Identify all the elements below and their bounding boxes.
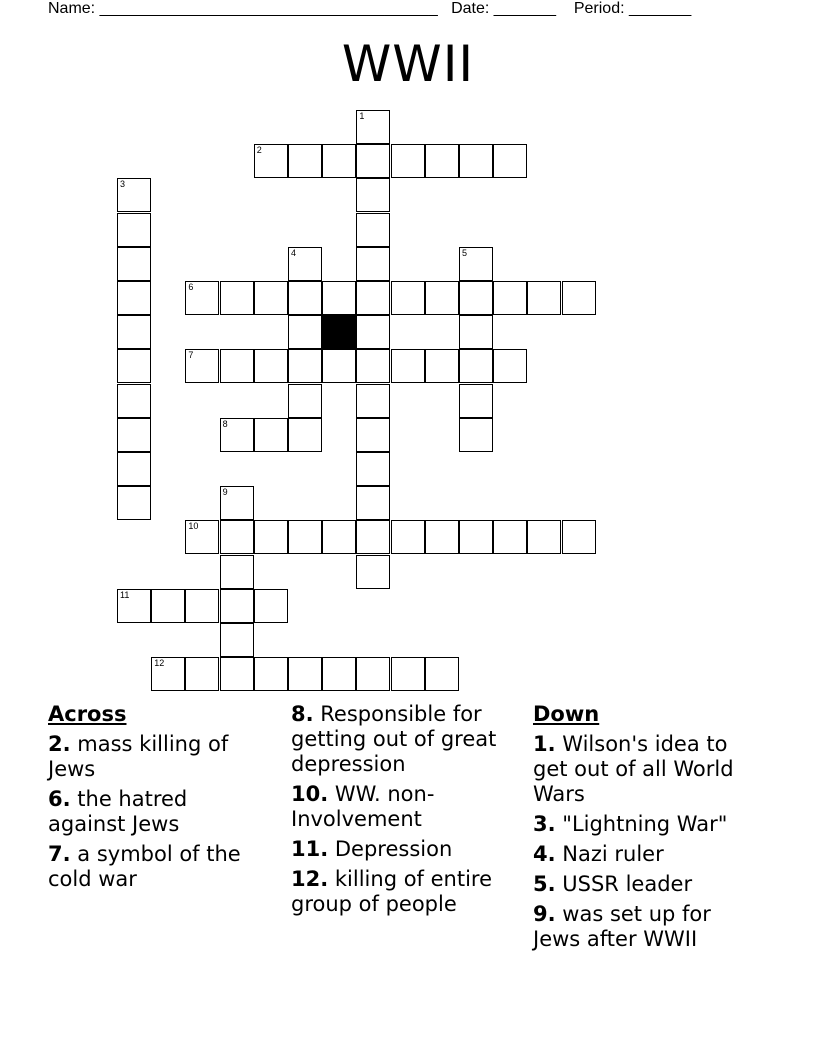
cell-number: 7 — [188, 350, 194, 361]
grid-cell[interactable] — [493, 281, 527, 315]
clue-text: "Lightning War" — [562, 812, 728, 836]
clue-across-11 — [291, 837, 526, 862]
grid-cell[interactable] — [391, 281, 425, 315]
grid-cell[interactable] — [220, 281, 254, 315]
grid-cell[interactable] — [220, 349, 254, 383]
grid-cell[interactable] — [220, 520, 254, 554]
grid-cell[interactable] — [459, 315, 493, 349]
cell-number: 3 — [120, 179, 126, 190]
grid-cell[interactable] — [117, 384, 151, 418]
grid-cell[interactable] — [117, 315, 151, 349]
grid-cell[interactable] — [117, 213, 151, 247]
grid-cell[interactable] — [459, 384, 493, 418]
clue-across-6 — [48, 787, 268, 837]
grid-cell[interactable] — [493, 349, 527, 383]
grid-cell[interactable] — [220, 657, 254, 691]
grid-cell[interactable] — [254, 144, 288, 178]
grid-cell[interactable] — [288, 349, 322, 383]
down-heading: Down — [533, 702, 600, 726]
grid-cell[interactable] — [254, 520, 288, 554]
grid-cell[interactable] — [220, 623, 254, 657]
clue-text: WW. non-Involvement — [291, 782, 435, 831]
grid-cell[interactable] — [185, 349, 219, 383]
grid-cell[interactable] — [288, 281, 322, 315]
cell-number: 11 — [120, 589, 130, 600]
grid-cell[interactable] — [356, 452, 390, 486]
clue-text: mass killing of Jews — [48, 732, 229, 781]
grid-cell[interactable] — [288, 384, 322, 418]
clue-text: Nazi ruler — [562, 842, 664, 866]
clue-across-10 — [291, 782, 526, 832]
grid-cell[interactable] — [254, 589, 288, 623]
clue-number: 1. — [533, 732, 556, 756]
period-blank[interactable]: _______ — [629, 0, 692, 17]
grid-cell[interactable] — [185, 281, 219, 315]
across-clues-column — [48, 702, 268, 897]
clue-down-9 — [533, 902, 763, 952]
clue-text: a symbol of the cold war — [48, 842, 241, 891]
clue-number: 11. — [291, 837, 329, 861]
clue-number: 7. — [48, 842, 71, 866]
grid-cell[interactable] — [322, 349, 356, 383]
grid-cell[interactable] — [117, 418, 151, 452]
clue-number: 5. — [533, 872, 556, 896]
grid-cell[interactable] — [288, 418, 322, 452]
grid-cell[interactable] — [459, 247, 493, 281]
grid-cell[interactable] — [356, 213, 390, 247]
grid-cell[interactable] — [391, 520, 425, 554]
cell-number: 1 — [359, 111, 365, 121]
cell-number: 9 — [222, 487, 228, 498]
cell-number: 2 — [256, 145, 262, 156]
grid-cell[interactable] — [459, 144, 493, 178]
puzzle-title: WWII — [341, 35, 475, 93]
grid-cell[interactable] — [425, 657, 459, 691]
clue-text: USSR leader — [562, 872, 693, 896]
cell-number: 10 — [188, 521, 199, 532]
grid-cell[interactable] — [288, 315, 322, 349]
grid-cell[interactable] — [356, 110, 390, 144]
grid-cell[interactable] — [254, 349, 288, 383]
grid-cell[interactable] — [356, 144, 390, 178]
grid-cell[interactable] — [322, 281, 356, 315]
grid-cell[interactable] — [322, 144, 356, 178]
cell-number: 8 — [222, 418, 228, 429]
date-label: Date: — [451, 0, 490, 17]
grid-cell[interactable] — [117, 589, 151, 623]
grid-cell[interactable] — [185, 520, 219, 554]
clue-text: was set up for Jews after WWII — [533, 902, 711, 951]
grid-cell[interactable] — [117, 486, 151, 520]
grid-cell[interactable] — [356, 178, 390, 212]
clue-text: Depression — [334, 837, 453, 861]
clue-down-1 — [533, 732, 763, 807]
clue-text: killing of entire group of people — [291, 867, 493, 916]
cell-number: 12 — [154, 658, 165, 669]
grid-cell[interactable] — [356, 315, 390, 349]
grid-cell[interactable] — [493, 144, 527, 178]
across-heading: Across — [48, 702, 127, 726]
grid-cell[interactable] — [391, 144, 425, 178]
down-clues-column — [533, 702, 763, 957]
date-blank[interactable]: _______ — [493, 0, 557, 17]
clue-across-8 — [291, 702, 526, 777]
grid-cell[interactable] — [220, 555, 254, 589]
clue-across-2 — [48, 732, 268, 782]
grid-cell[interactable] — [425, 281, 459, 315]
grid-cell[interactable] — [185, 589, 219, 623]
clue-down-3 — [533, 812, 763, 837]
period-label: Period: — [573, 0, 625, 17]
grid-cell[interactable] — [117, 281, 151, 315]
grid-cell[interactable] — [288, 657, 322, 691]
grid-cell[interactable] — [151, 589, 185, 623]
grid-cell[interactable] — [527, 281, 561, 315]
clue-down-5 — [533, 872, 763, 897]
grid-cell[interactable] — [356, 657, 390, 691]
grid-cell[interactable] — [254, 657, 288, 691]
clue-number: 4. — [533, 842, 556, 866]
grid-cell[interactable] — [322, 657, 356, 691]
grid-cell[interactable] — [425, 520, 459, 554]
grid-cell[interactable] — [151, 657, 185, 691]
grid-cell[interactable] — [562, 520, 596, 554]
grid-cell[interactable] — [288, 247, 322, 281]
clue-across-12 — [291, 867, 526, 917]
grid-cell[interactable] — [425, 144, 459, 178]
name-label: Name: — [48, 0, 96, 17]
grid-cell[interactable] — [288, 520, 322, 554]
clue-number: 6. — [48, 787, 71, 811]
grid-cell[interactable] — [117, 452, 151, 486]
clue-number: 10. — [291, 782, 329, 806]
clue-number: 2. — [48, 732, 71, 756]
name-blank[interactable]: ______________________________________ — [99, 0, 438, 17]
grid-cell[interactable] — [220, 418, 254, 452]
grid-cell[interactable] — [185, 657, 219, 691]
grid-cell[interactable] — [527, 520, 561, 554]
black-cell — [322, 315, 356, 349]
grid-cell[interactable] — [117, 178, 151, 212]
grid-cell[interactable] — [356, 247, 390, 281]
grid-cell[interactable] — [117, 349, 151, 383]
clue-number: 8. — [291, 702, 314, 726]
grid-cell[interactable] — [322, 520, 356, 554]
clue-across-7 — [48, 842, 268, 892]
grid-cell[interactable] — [493, 520, 527, 554]
grid-cell[interactable] — [391, 349, 425, 383]
grid-cell[interactable] — [459, 520, 493, 554]
clue-text: Responsible for getting out of great depression — [291, 702, 497, 776]
grid-cell[interactable] — [356, 384, 390, 418]
grid-cell[interactable] — [391, 657, 425, 691]
clue-text: Wilson's idea to get out of all World Wars — [533, 732, 734, 806]
grid-cell[interactable] — [254, 281, 288, 315]
across-clues-continued-column — [291, 702, 526, 922]
grid-cell[interactable] — [254, 418, 288, 452]
grid-cell[interactable] — [459, 281, 493, 315]
clue-down-4 — [533, 842, 763, 867]
cell-number: 6 — [188, 282, 194, 292]
cell-number: 4 — [291, 247, 297, 258]
clue-number: 3. — [533, 812, 556, 836]
grid-cell[interactable] — [562, 281, 596, 315]
clue-number: 9. — [533, 902, 556, 926]
grid-cell[interactable] — [459, 349, 493, 383]
grid-cell[interactable] — [220, 589, 254, 623]
grid-cell[interactable] — [356, 281, 390, 315]
grid-cell[interactable] — [288, 144, 322, 178]
grid-cell[interactable] — [356, 555, 390, 589]
grid-cell[interactable] — [117, 247, 151, 281]
grid-cell[interactable] — [459, 418, 493, 452]
grid-cell[interactable] — [356, 418, 390, 452]
grid-cell[interactable] — [356, 349, 390, 383]
cell-number: 5 — [462, 247, 468, 258]
grid-cell[interactable] — [356, 520, 390, 554]
grid-cell[interactable] — [220, 486, 254, 520]
clue-number: 12. — [291, 867, 329, 891]
grid-cell[interactable] — [425, 349, 459, 383]
grid-cell[interactable] — [356, 486, 390, 520]
clue-text: the hatred against Jews — [48, 787, 188, 836]
